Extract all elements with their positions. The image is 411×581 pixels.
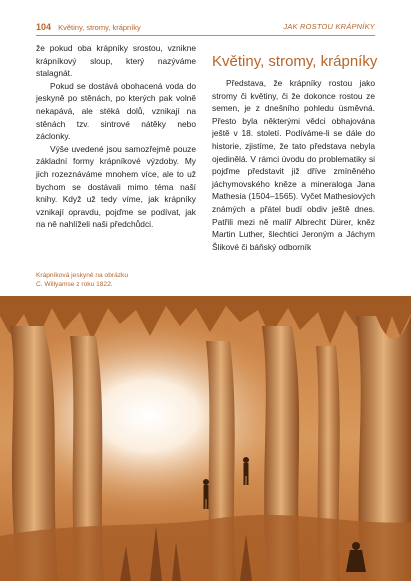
caption-line: Krápníková jeskyně na obrázku: [36, 272, 129, 279]
image-caption: [36, 272, 196, 289]
cave-illustration: [0, 296, 411, 581]
left-column: [36, 42, 196, 231]
running-header-right: JAK ROSTOU KRÁPNÍKY: [283, 22, 375, 31]
running-header-left: Květiny, stromy, krápníky: [58, 23, 141, 32]
running-header: [36, 20, 375, 34]
page-number: 104: [36, 22, 52, 32]
paragraph: Výše uvedené jsou samozřejmě pouze základní formy krápníkové výzdoby. My jich rozeznáváme mnohem více, ale to už bychom se dostávali mimo téma naší knihy. Když už tedy víme, jak krápníky vznikají opravdu, pojďme se podívat, jak na ně nahlíželi naši předchůdci.: [36, 143, 196, 230]
paragraph: že pokud oba krápníky srostou, vznikne krápníkový sloup, který nazýváme stalagnát.: [36, 43, 196, 79]
paragraph: Pokud se dostává obohacená voda do jeskyně po stěnách, po kterých pak volně nekapává, ale stéká dolů, vznikají na stěnách tzv. sintrové nátěky nebo záclonky.: [36, 80, 196, 142]
cave-illustration-svg: [0, 296, 411, 581]
caption-line: C. Willyamse z roku 1822.: [36, 280, 113, 288]
header-rule: [36, 35, 375, 36]
right-column: [212, 77, 375, 253]
section-title: Květiny, stromy, krápníky: [212, 53, 378, 70]
paragraph: Představa, že krápníky rostou jako stromy či květiny, či že dokonce rostou ze semen, je z dnešního pohledu úsměvná. Přesto byla některými vědci obhajována ještě v 18. století. Podíváme-li se dále do historie, zjistíme, že tato představa nebyla ojedinělá. V rámci úvodu do problematiky si pojďme představit již dříve zmíněného jáchymovského kněze a mineraloga Jana Mathesia (1504–1565). Vyčet Mathesiových známých a přátel budí obdiv ještě dnes. Patřili mezi ně malíř Albrecht Dürer, kněz Martin Luther, šlechtici Jeroným a Jáchym Šlikové či báňský odborník: [212, 78, 375, 252]
